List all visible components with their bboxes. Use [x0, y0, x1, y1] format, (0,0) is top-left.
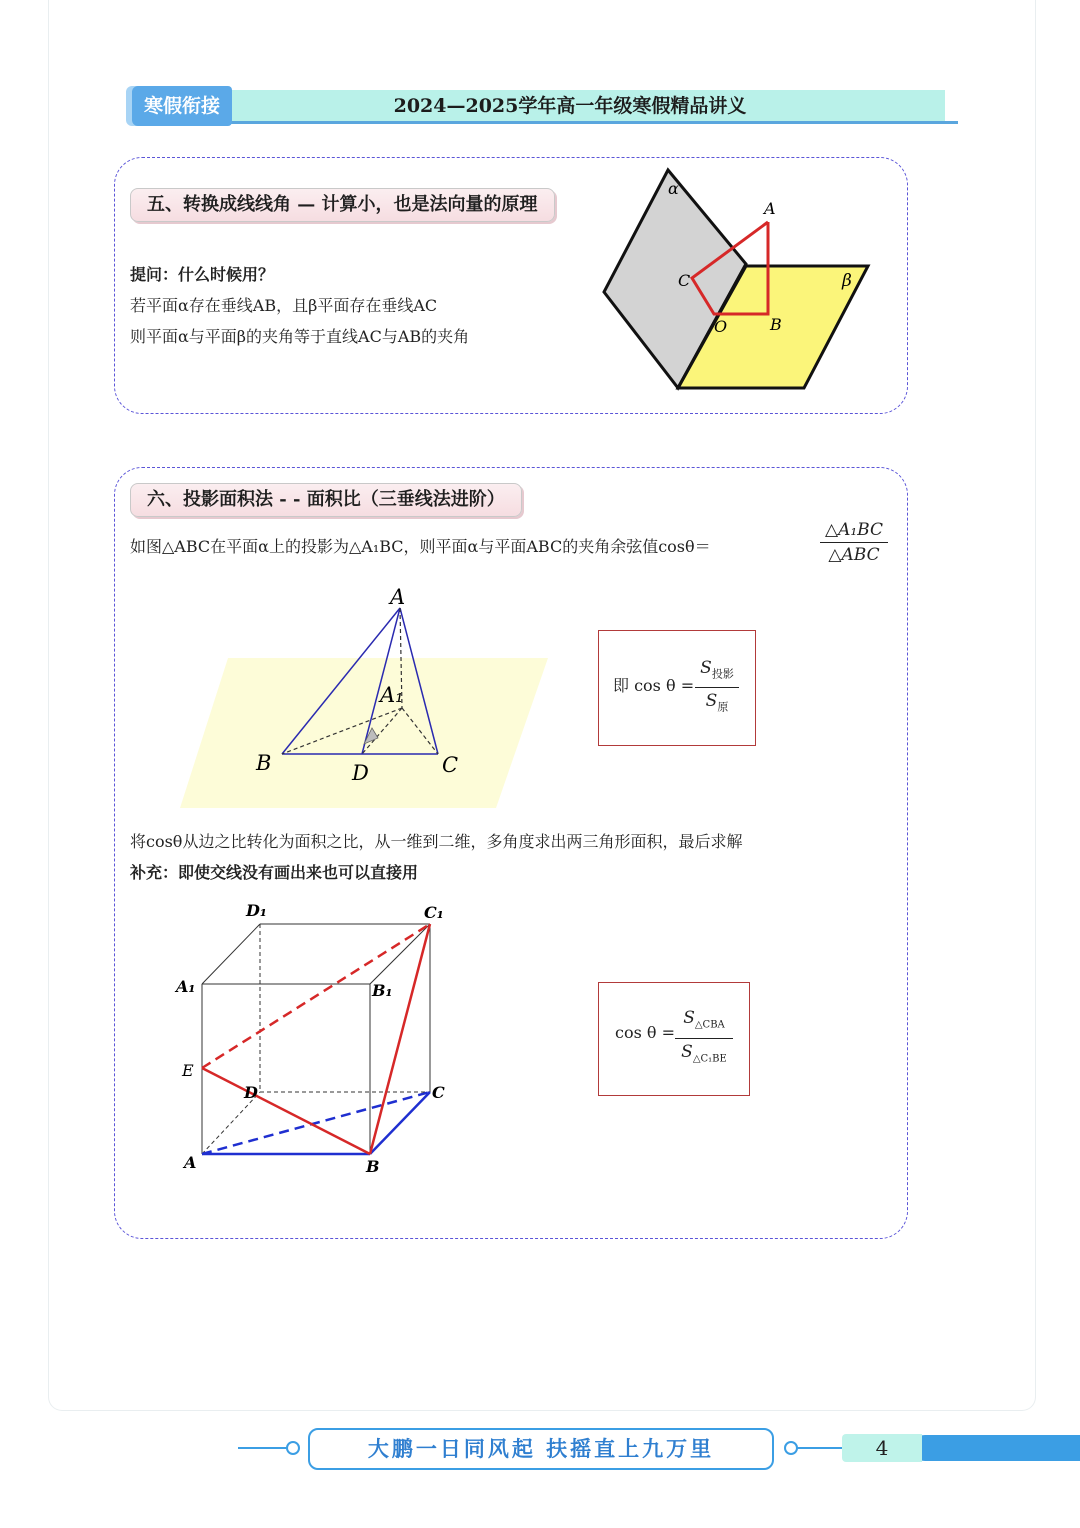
cube-figure: [170, 896, 460, 1186]
section6-note2: 补充：即使交线没有画出来也可以直接用: [130, 863, 419, 882]
section6-title: 六、投影面积法 - - 面积比（三垂线法进阶）: [130, 483, 522, 517]
footer-dot-left: [286, 1441, 300, 1455]
label-B1: B₁: [372, 981, 393, 1000]
section5-line2: 则平面α与平面β的夹角等于直线AC与AB的夹角: [130, 327, 470, 346]
edge-EB: [202, 1068, 370, 1154]
section5-title: 五、转换成线线角 — 计算小，也是法向量的原理: [130, 188, 555, 222]
header-tag: 寒假衔接: [132, 86, 232, 126]
formula2-numerator: $S_{\triangle CBA}$: [675, 1005, 733, 1039]
label-O: O: [714, 317, 728, 336]
label-A: A: [764, 199, 776, 218]
section5-question: 提问：什么时候用？: [130, 265, 275, 284]
edge-BC1: [370, 924, 430, 1154]
edge-AC: [202, 1092, 430, 1154]
label-C: C: [432, 1083, 445, 1102]
label-D1: D₁: [246, 901, 267, 920]
edge-A1D1: [202, 924, 260, 984]
label-A: A: [390, 585, 406, 609]
plane-alpha-projection: [180, 658, 548, 808]
section6-fraction: [820, 519, 888, 567]
formula2-fraction: [675, 1005, 733, 1073]
formula1-numerator: $S_{投影}$: [695, 655, 739, 688]
label-alpha: α: [668, 179, 679, 198]
header-title: 2024—2025学年高一年级寒假精品讲义: [393, 95, 747, 117]
footer-motto: 大鹏一日同风起 扶摇直上九万里: [308, 1428, 774, 1470]
label-C1: C₁: [424, 903, 444, 922]
formula1-denominator: $S_原$: [705, 691, 729, 714]
label-beta: β: [842, 271, 852, 291]
section6-note1: 将cosθ从边之比转化为面积之比，从一维到二维，多角度求出两三角形面积，最后求解: [130, 832, 743, 851]
label-B: B: [770, 315, 782, 334]
edge-EC1: [202, 924, 430, 1068]
fraction-numerator: △A₁BC: [820, 519, 888, 543]
formula2-box: [598, 982, 750, 1096]
formula1-box: [598, 630, 756, 746]
footer-page-bar: [912, 1435, 1080, 1461]
footer-line-left: [238, 1447, 288, 1449]
fraction-denominator: △ABC: [828, 545, 880, 565]
label-B: B: [366, 1157, 380, 1176]
formula1-prefix: 即 cos θ =: [613, 676, 695, 695]
label-A1: A₁: [176, 977, 196, 996]
projection-figure: [176, 584, 556, 814]
label-B: B: [256, 751, 272, 775]
label-A1: A₁: [380, 683, 404, 707]
section5-line1: 若平面α存在垂线AB，且β平面存在垂线AC: [130, 296, 438, 315]
label-D: D: [244, 1083, 258, 1102]
label-A: A: [184, 1153, 197, 1172]
dihedral-figure: [596, 166, 876, 396]
label-E: E: [182, 1061, 194, 1080]
formula1-fraction: [695, 655, 739, 721]
label-C: C: [678, 271, 691, 290]
label-D: D: [352, 761, 369, 785]
formula2-prefix: cos θ =: [615, 1023, 676, 1042]
page-number: 4: [842, 1434, 922, 1462]
section6-intro: 如图△ABC在平面α上的投影为△A₁BC，则平面α与平面ABC的夹角余弦值cosθ＝: [130, 537, 711, 556]
label-C: C: [442, 753, 459, 777]
footer-line-right: [796, 1447, 844, 1449]
formula2-denominator: $S_{\triangle C_1BE}$: [681, 1042, 727, 1065]
